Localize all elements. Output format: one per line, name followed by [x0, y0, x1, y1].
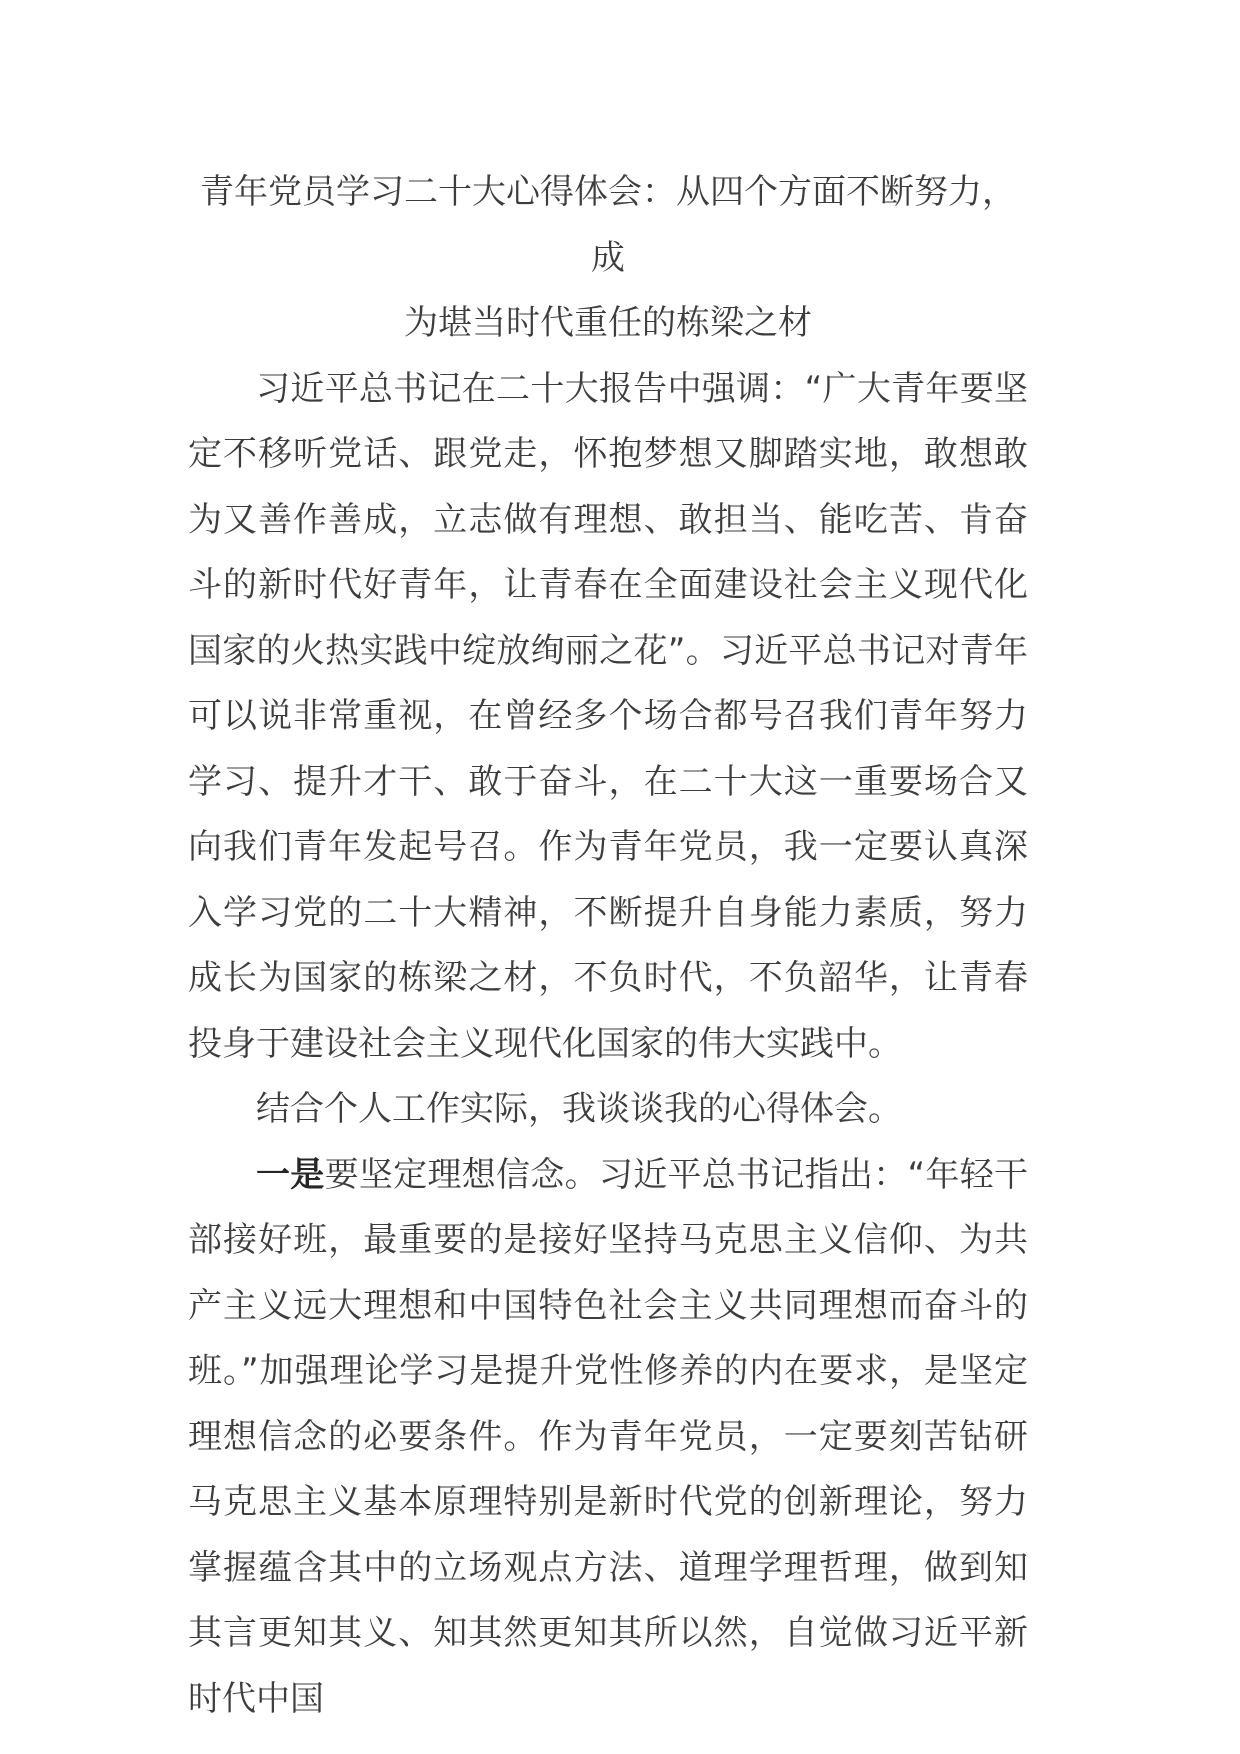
point-one-body: 要坚定理想信念。习近平总书记指出：“年轻干部接好班，最重要的是接好坚持马克思主义信仰、为共产主义远大理想和中国特色社会主义共同理想而奋斗的班。”加强理论学习是提升党性修养的内在要求，是坚定理想信念的必要条件。作为青年党员，一定要刻苦钻研马克思主义基本原理特别是新时代党的创新理论，努力掌握蕴含其中的立场观点方法、道理学理哲理，做到知其言更知其义、知其然更知其所以然，自觉做习近平新时代中国 [188, 1154, 1029, 1719]
paragraph-intro: 习近平总书记在二十大报告中强调：“广大青年要坚定不移听党话、跟党走，怀抱梦想又脚踏实地，敢想敢为又善作善成，立志做有理想、敢担当、能吃苦、肯奋斗的新时代好青年，让青春在全面建设社会主义现代化国家的火热实践中绽放绚丽之花”。习近平总书记对青年可以说非常重视，在曾经多个场合都号召我们青年努力学习、提升才干、敢于奋斗，在二十大这一重要场合又向我们青年发起号召。作为青年党员，我一定要认真深入学习党的二十大精神，不断提升自身能力素质，努力成长为国家的栋梁之材，不负时代，不负韶华，让青春投身于建设社会主义现代化国家的伟大实践中。 [188, 368, 1028, 1064]
paragraph-transition: 结合个人工作实际，我谈谈我的心得体会。 [256, 1089, 902, 1129]
title-line-2: 为堪当时代重任的栋梁之材 [404, 303, 812, 343]
document-title [188, 160, 1028, 357]
paragraph-point-one [188, 1143, 1028, 1733]
title-line-1: 青年党员学习二十大心得体会：从四个方面不断努力，成 [200, 172, 1016, 278]
document-body [188, 160, 1028, 1732]
point-one-lead: 一是 [256, 1154, 325, 1195]
